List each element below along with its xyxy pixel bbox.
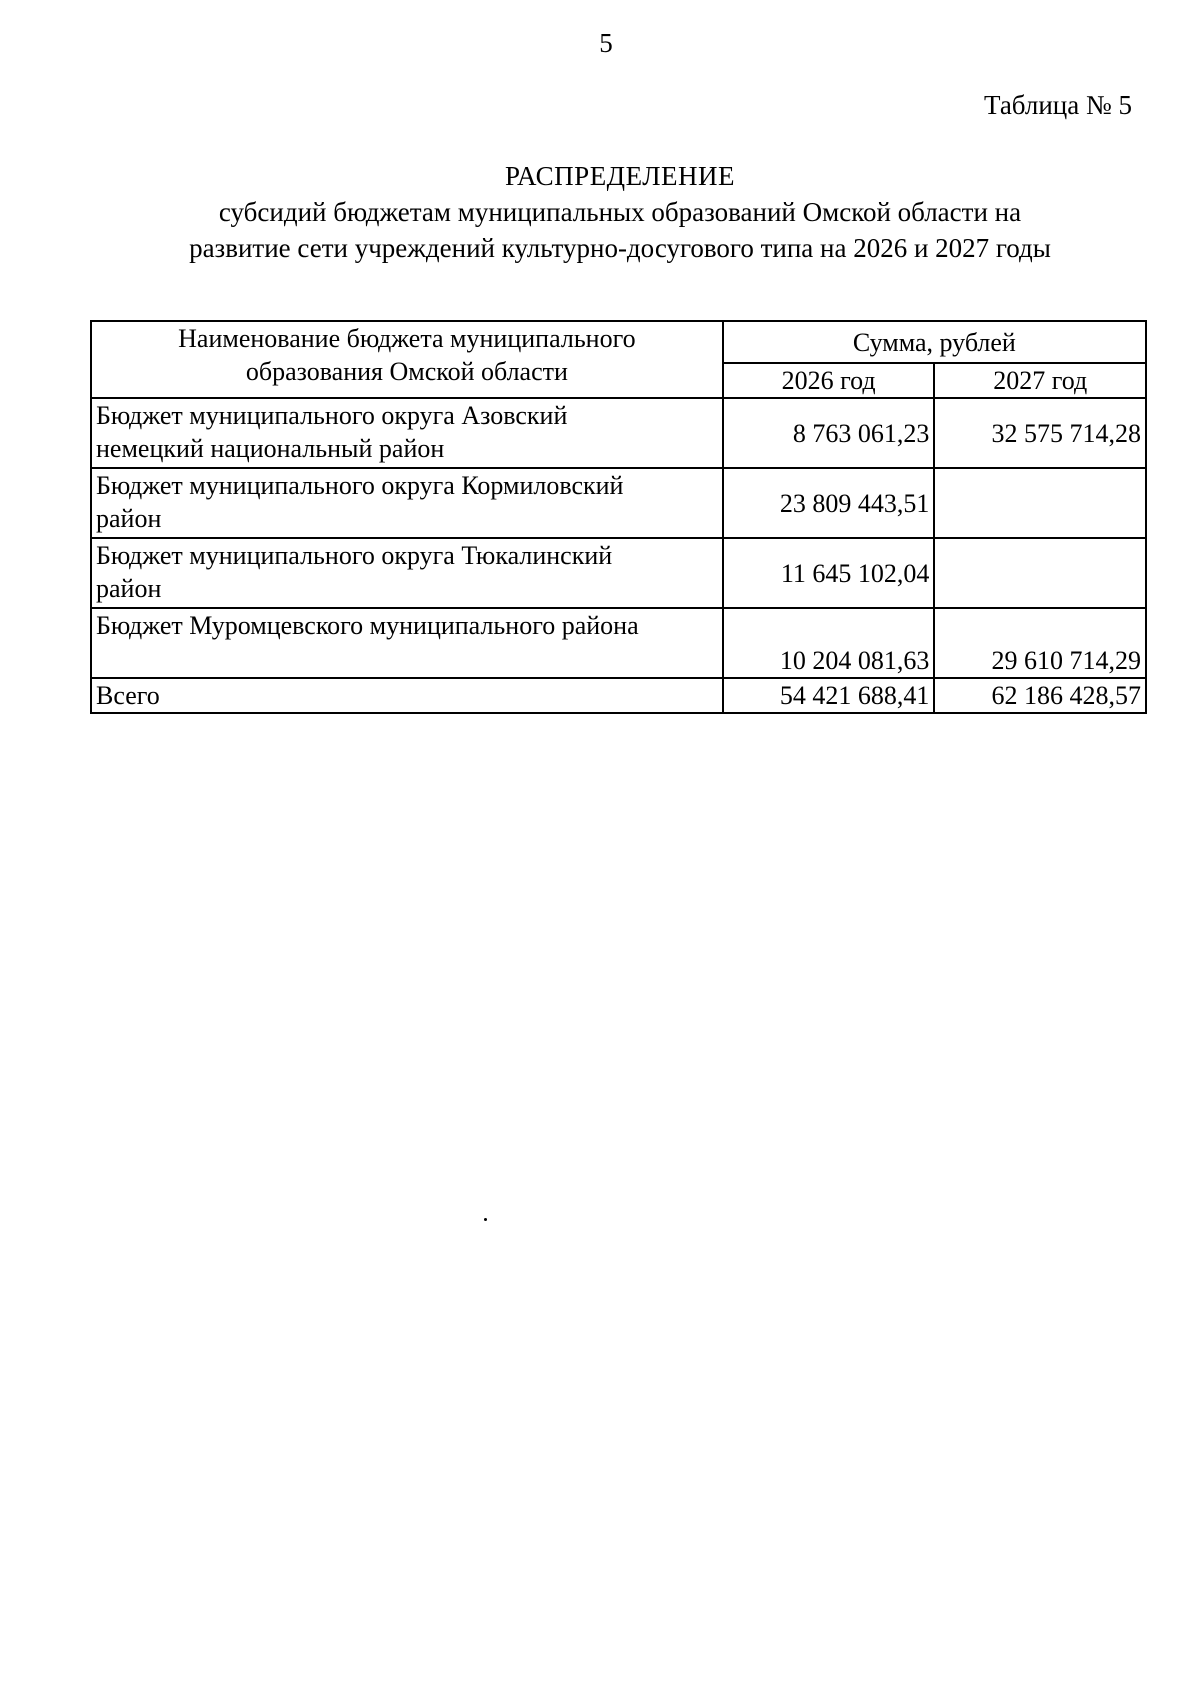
row-value-2027: [934, 468, 1146, 538]
name-header-line-1: Наименование бюджета муниципального: [178, 324, 636, 353]
sum-column-header: Сумма, рублей: [723, 321, 1146, 363]
row-name: [91, 468, 723, 538]
table-row: [91, 468, 1146, 538]
total-value-2026: 54 421 688,41: [723, 678, 935, 713]
row-value-2026: 8 763 061,23: [723, 398, 935, 468]
title-main: РАСПРЕДЕЛЕНИЕ: [504, 161, 736, 191]
distribution-table: [90, 320, 1147, 714]
row-value-2027: 32 575 714,28: [934, 398, 1146, 468]
table-row: [91, 398, 1146, 468]
page-number: 5: [599, 28, 613, 58]
header-row-1: [91, 321, 1146, 363]
row-name-line-1: Бюджет муниципального округа Кормиловский: [96, 471, 624, 500]
total-row: [91, 678, 1146, 713]
row-name-line-1: Бюджет Муромцевского муниципального района: [96, 611, 639, 640]
row-value-2026: 11 645 102,04: [723, 538, 935, 608]
row-value-2026: 10 204 081,63: [723, 608, 935, 678]
row-name: [91, 608, 723, 678]
name-header-line-2: образования Омской области: [245, 357, 568, 386]
table-row: [91, 608, 1146, 678]
row-name: [91, 398, 723, 468]
year-2027-header: 2027 год: [934, 363, 1146, 398]
total-label: Всего: [91, 678, 723, 713]
name-column-header: [91, 321, 723, 398]
row-value-2026: 23 809 443,51: [723, 468, 935, 538]
title-line-1: субсидий бюджетам муниципальных образований Омской области на: [218, 197, 1022, 227]
row-name: [91, 538, 723, 608]
table-row: [91, 538, 1146, 608]
row-value-2027: [934, 538, 1146, 608]
title-line-2: развитие сети учреждений культурно-досугового типа на 2026 и 2027 годы: [189, 233, 1051, 263]
table-caption: Таблица № 5: [984, 90, 1132, 120]
total-value-2027: 62 186 428,57: [934, 678, 1146, 713]
row-value-2027: 29 610 714,29: [934, 608, 1146, 678]
row-name-line-1: Бюджет муниципального округа Азовский: [96, 401, 568, 430]
scan-speck: [484, 1218, 487, 1221]
row-name-line-1: Бюджет муниципального округа Тюкалинский: [96, 541, 613, 570]
document-title: [90, 158, 1150, 266]
row-name-line-2: район: [96, 504, 162, 533]
year-2026-header: 2026 год: [723, 363, 935, 398]
row-name-line-2: немецкий национальный район: [96, 434, 445, 463]
row-name-line-2: район: [96, 574, 162, 603]
